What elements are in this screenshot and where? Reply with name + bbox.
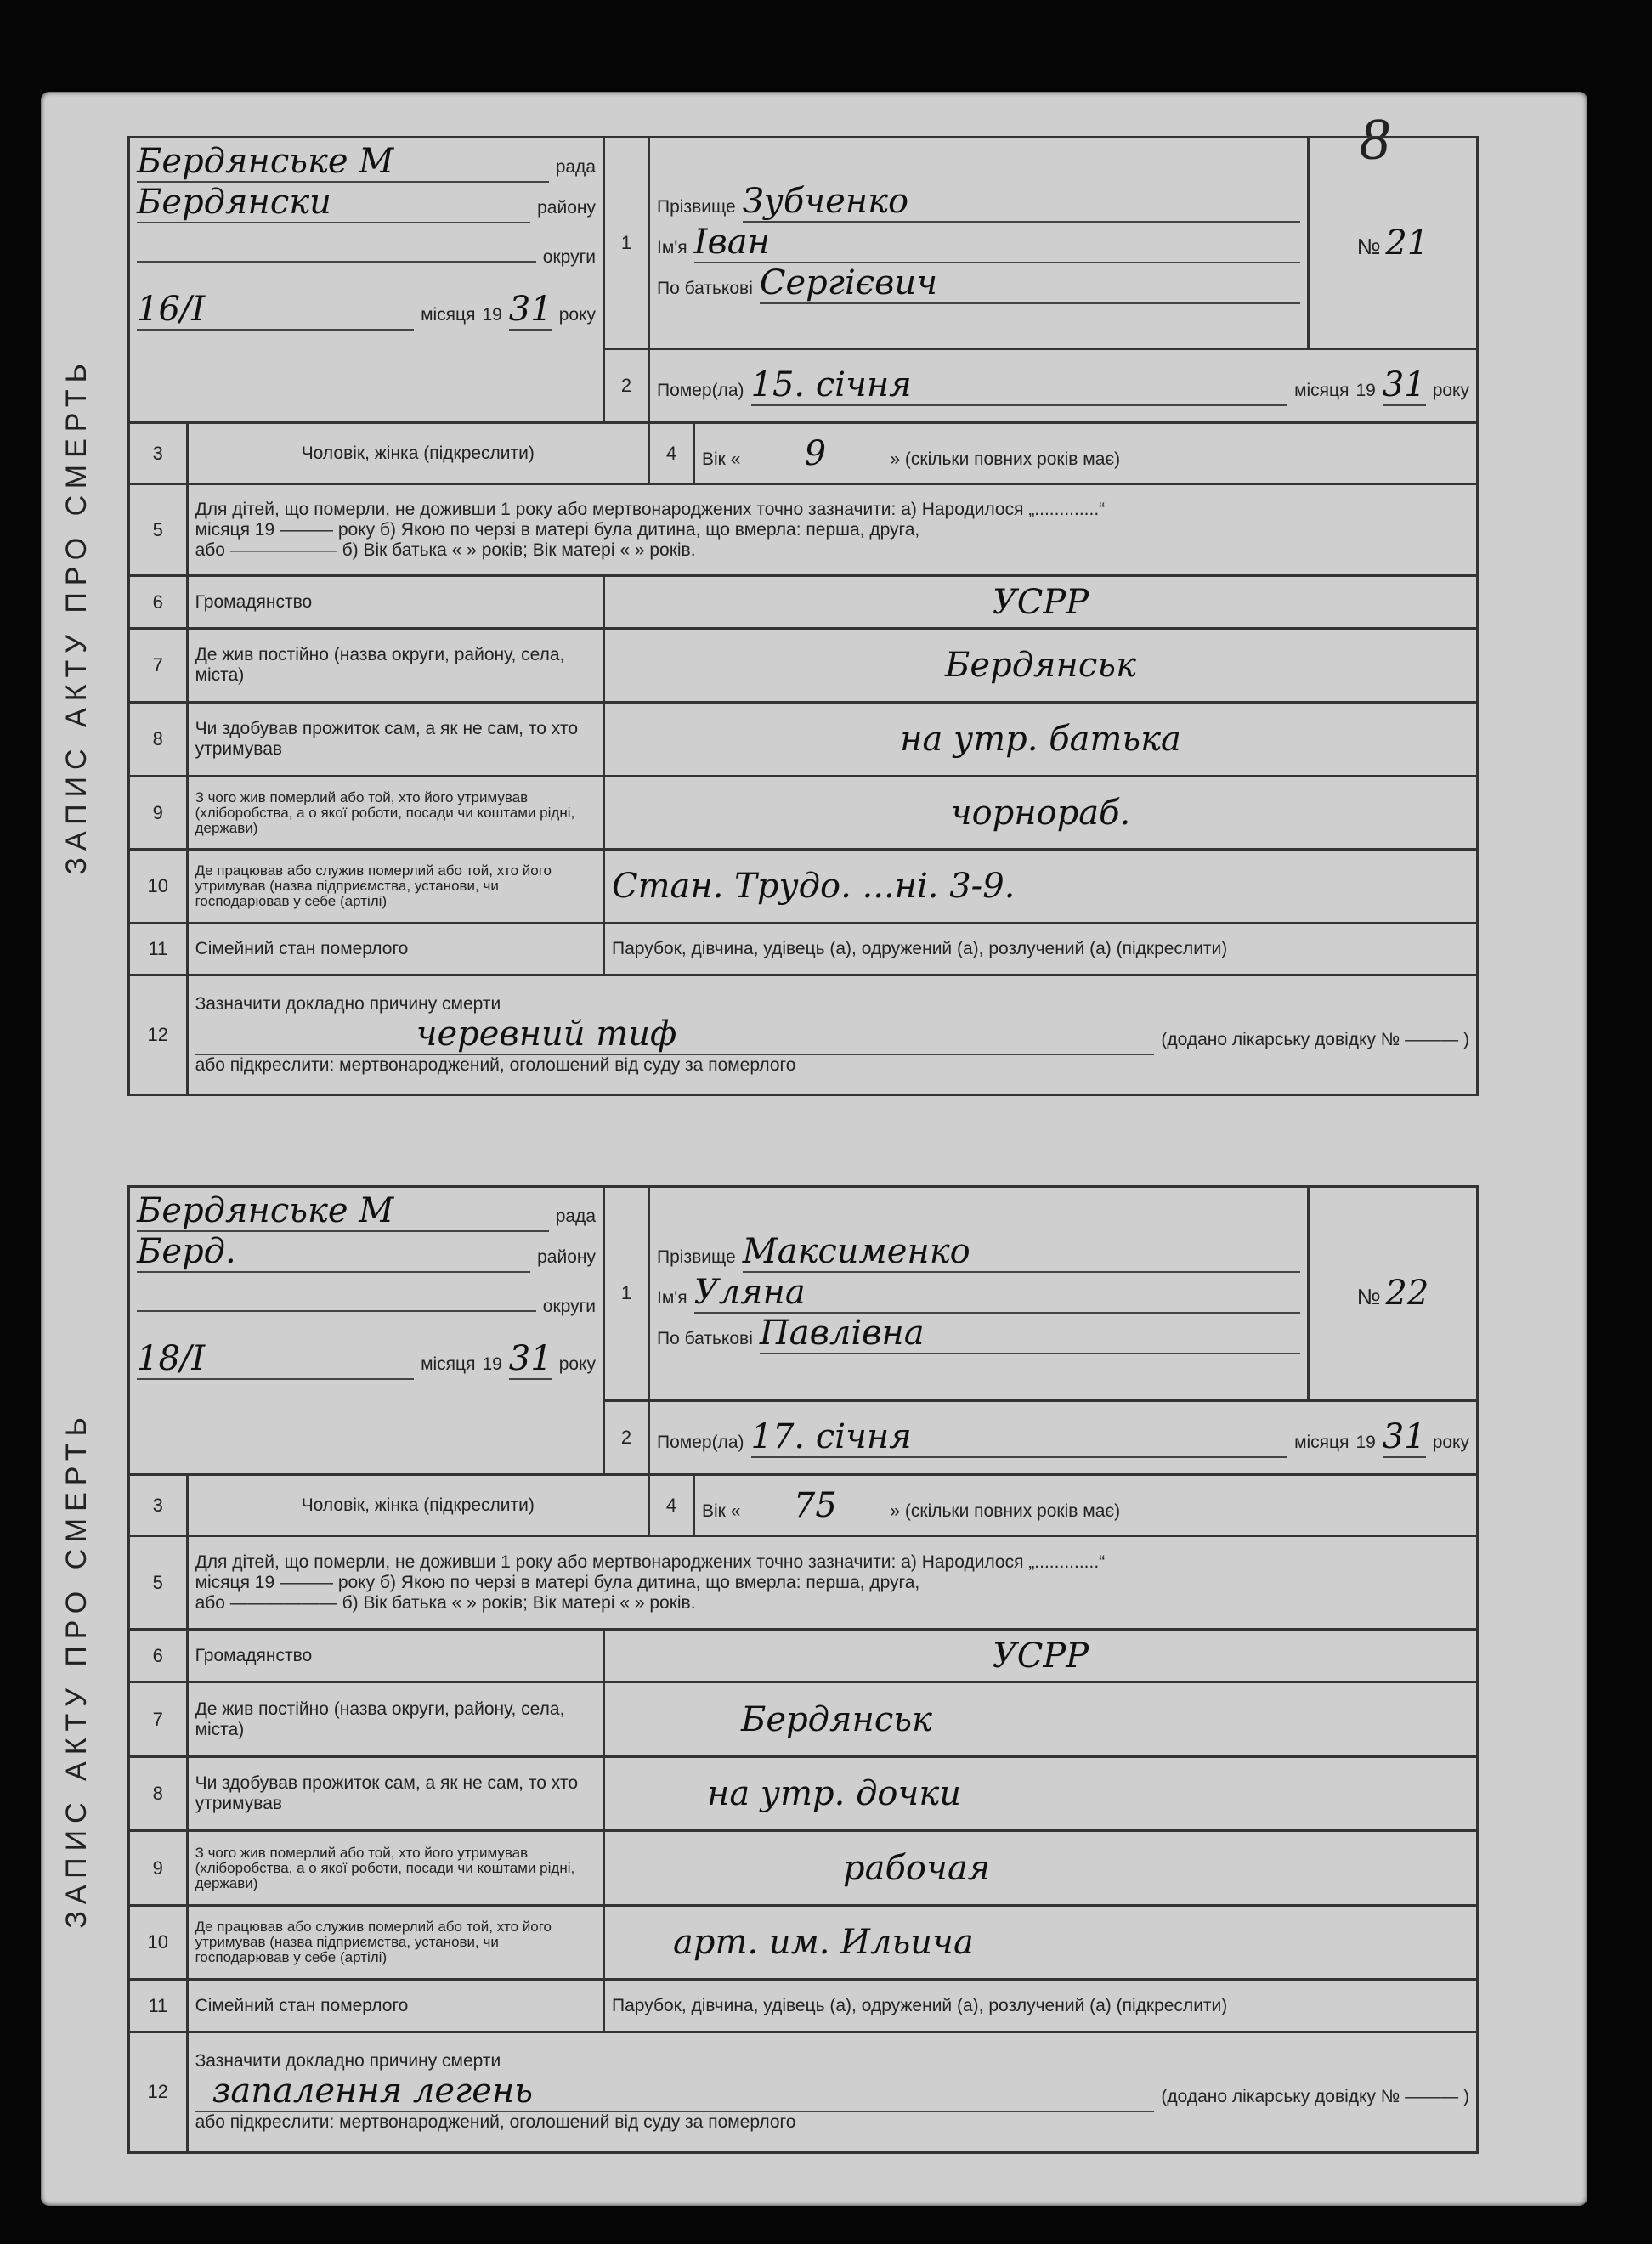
surname-label: Прізвище	[657, 197, 736, 218]
residence-value: Бердянськ	[604, 629, 1478, 703]
year-prefix: 19	[482, 305, 502, 325]
cause-label: Зазначити докладно причину смерти	[195, 993, 501, 1014]
patronymic-label: По батькові	[657, 279, 753, 299]
died-date-value: 15. січня	[751, 365, 1288, 406]
row-number: 7	[129, 1682, 188, 1757]
surname-value: Зубченко	[743, 182, 1300, 223]
row-number: 1	[604, 1187, 649, 1401]
side-title: ЗАПИС АКТУ ПРО СМЕРТЬ	[59, 357, 93, 875]
citizenship-label: Громадянство	[187, 1629, 603, 1682]
residence-label: Де жив постійно (назва округи, району, села, міста)	[187, 1682, 603, 1757]
age-cell	[694, 423, 1478, 484]
occupation-label: З чого жив померлий або той, хто його утримував (хліборобства, а о якої роботи, посади чи коштами рідні, держави)	[187, 776, 603, 850]
rada-value: Бердянське М	[137, 142, 549, 183]
record-number-cell	[1309, 1187, 1478, 1401]
died-cell	[649, 349, 1478, 423]
year-prefix: 19	[1355, 381, 1376, 401]
registry-office-cell	[129, 1187, 604, 1475]
year-word: року	[558, 1354, 596, 1374]
month-label: місяця	[1294, 1432, 1349, 1452]
row-number: 5	[129, 483, 188, 575]
marital-options: Парубок, дівчина, удівець (а), одружений (а), розлучений (а) (підкреслити)	[604, 1980, 1478, 2032]
okrug-label: округи	[542, 247, 596, 267]
year-prefix: 19	[482, 1354, 502, 1374]
marital-label: Сімейний стан померлого	[187, 1980, 603, 2032]
page-number: 8	[1360, 107, 1389, 172]
no-sign: №	[1356, 1284, 1381, 1310]
occupation-value: рабочая	[604, 1831, 1478, 1906]
citizenship-label: Громадянство	[187, 576, 603, 629]
age-suffix: » (скільки повних років має)	[890, 1501, 1121, 1521]
citizenship-value: УСРР	[604, 576, 1478, 629]
livelihood-value: на утр. батька	[604, 702, 1478, 776]
year-word: року	[1432, 381, 1469, 401]
row-number: 7	[129, 629, 188, 703]
cause-alt: або підкреслити: мертвонароджений, оголошений від суду за померлого	[195, 2112, 796, 2133]
children-line-1: Для дітей, що померли, не доживши 1 року або мертвонароджених точно зазначити: а) Народилося „.............“	[195, 499, 1106, 519]
livelihood-label: Чи здобував прожиток сам, а як не сам, то хто утримував	[187, 702, 603, 776]
patronymic-label: По батькові	[657, 1329, 753, 1349]
death-record-2	[59, 1185, 1479, 2154]
rada-label: рада	[555, 157, 596, 177]
row-number: 12	[129, 975, 188, 1094]
died-year-value: 31	[1382, 1416, 1426, 1456]
children-line-3: або —————— б) Вік батька « » років; Вік матері « » років.	[195, 1592, 696, 1613]
row-number: 11	[129, 1980, 188, 2032]
row-number: 6	[129, 1629, 188, 1682]
workplace-label: Де працював або служив померлий або той, хто його утримував (назва підприємства, установи, чи господарював у себе (артілі)	[187, 1905, 603, 1980]
children-line-2: місяця 19 ——— року б) Якою по черзі в матері була дитина, що вмерла: перша, друга,	[195, 519, 920, 540]
row-number: 8	[129, 1756, 188, 1831]
sex-cell: Чоловік, жінка (підкреслити)	[187, 1475, 648, 1536]
marital-label: Сімейний стан померлого	[187, 924, 603, 975]
row-number: 9	[129, 1831, 188, 1906]
sex-cell: Чоловік, жінка (підкреслити)	[187, 423, 648, 484]
reg-date-value: 18/I	[137, 1339, 414, 1380]
row-number: 2	[604, 349, 649, 423]
record-form	[127, 1185, 1479, 2154]
cause-cell	[187, 2032, 1477, 2152]
occupation-value: чорнораб.	[604, 776, 1478, 850]
livelihood-value: на утр. дочки	[604, 1756, 1478, 1831]
cause-value: черевний тиф	[195, 1015, 1155, 1055]
reg-year-value: 31	[508, 1339, 552, 1378]
workplace-value: Стан. Трудо. ...ні. 3-9.	[604, 850, 1478, 924]
age-prefix: Вік «	[702, 1501, 741, 1521]
children-line-2: місяця 19 ——— року б) Якою по черзі в матері була дитина, що вмерла: перша, друга,	[195, 1572, 920, 1592]
age-suffix: » (скільки повних років має)	[890, 449, 1121, 469]
age-value: 9	[804, 433, 827, 473]
cause-alt: або підкреслити: мертвонароджений, оголошений від суду за померлого	[195, 1054, 796, 1075]
name-label: Ім'я	[657, 238, 687, 258]
died-year-value: 31	[1382, 365, 1426, 405]
record-number: 21	[1385, 223, 1429, 263]
cause-label: Зазначити докладно причину смерти	[195, 2051, 501, 2072]
raion-label: району	[537, 1247, 596, 1267]
workplace-label: Де працював або служив померлий або той, хто його утримував (назва підприємства, установи, чи господарював у себе (артілі)	[187, 850, 603, 924]
age-cell	[694, 1475, 1478, 1536]
row-number: 6	[129, 576, 188, 629]
occupation-label: З чого жив померлий або той, хто його утримував (хліборобства, а о якої роботи, посади чи коштами рідні, держави)	[187, 1831, 603, 1906]
year-word: року	[558, 305, 596, 325]
children-cell	[187, 1536, 1477, 1629]
row-number: 1	[604, 138, 649, 349]
row-number: 3	[129, 423, 188, 484]
died-label: Помер(ла)	[657, 1432, 744, 1452]
row-number: 4	[649, 1475, 694, 1536]
cause-suffix: (додано лікарську довідку № ——— )	[1161, 1029, 1469, 1049]
okrug-label: округи	[542, 1297, 596, 1316]
row-number: 10	[129, 850, 188, 924]
row-number: 4	[649, 423, 694, 484]
row-number: 8	[129, 702, 188, 776]
row-number: 3	[129, 1475, 188, 1536]
residence-label: Де жив постійно (назва округи, району, села, міста)	[187, 629, 603, 703]
reg-date-value: 16/I	[137, 290, 414, 331]
no-sign: №	[1356, 234, 1381, 260]
row-number: 12	[129, 2032, 188, 2152]
reg-year-value: 31	[508, 290, 552, 329]
month-label: місяця	[1294, 381, 1349, 401]
okrug-value	[137, 1285, 536, 1312]
surname-value: Максименко	[743, 1232, 1300, 1273]
row-number: 9	[129, 776, 188, 850]
okrug-value	[137, 235, 536, 263]
row-number: 11	[129, 924, 188, 975]
rada-value: Бердянське М	[137, 1191, 549, 1232]
patronymic-value: Сергієвич	[760, 263, 1300, 304]
raion-label: району	[537, 198, 596, 218]
cause-suffix: (додано лікарську довідку № ——— )	[1161, 2087, 1469, 2107]
surname-label: Прізвище	[657, 1247, 736, 1268]
name-cell	[649, 1187, 1309, 1401]
record-number-cell	[1309, 138, 1478, 349]
year-word: року	[1432, 1432, 1469, 1452]
record-form	[127, 136, 1479, 1096]
residence-value: Бердянськ	[604, 1682, 1478, 1757]
died-cell	[649, 1400, 1478, 1475]
workplace-value: арт. им. Ильича	[604, 1905, 1478, 1980]
marital-options: Парубок, дівчина, удівець (а), одружений (а), розлучений (а) (підкреслити)	[604, 924, 1478, 975]
name-cell	[649, 138, 1309, 349]
row-number: 2	[604, 1400, 649, 1475]
month-label: місяця	[421, 1354, 476, 1374]
age-prefix: Вік «	[702, 449, 741, 469]
name-value: Іван	[694, 223, 1300, 263]
row-number: 10	[129, 1905, 188, 1980]
age-value: 75	[793, 1485, 837, 1525]
died-label: Помер(ла)	[657, 381, 744, 401]
cause-cell	[187, 975, 1477, 1094]
children-line-1: Для дітей, що померли, не доживши 1 року або мертвонароджених точно зазначити: а) Народилося „.............“	[195, 1552, 1106, 1572]
name-label: Ім'я	[657, 1288, 687, 1309]
patronymic-value: Павлівна	[760, 1314, 1300, 1354]
cause-value: запалення легень	[195, 2072, 1155, 2112]
record-number: 22	[1385, 1274, 1429, 1314]
children-line-3: або —————— б) Вік батька « » років; Вік матері « » років.	[195, 540, 696, 560]
name-value: Уляна	[694, 1273, 1300, 1314]
year-prefix: 19	[1355, 1432, 1376, 1452]
raion-value: Берд.	[137, 1232, 530, 1273]
month-label: місяця	[421, 305, 476, 325]
children-cell	[187, 483, 1477, 575]
side-title: ЗАПИС АКТУ ПРО СМЕРТЬ	[59, 1410, 93, 1929]
livelihood-label: Чи здобував прожиток сам, а як не сам, то хто утримував	[187, 1756, 603, 1831]
row-number: 5	[129, 1536, 188, 1629]
died-date-value: 17. січня	[751, 1417, 1288, 1458]
citizenship-value: УСРР	[604, 1629, 1478, 1682]
rada-label: рада	[555, 1207, 596, 1226]
raion-value: Бердянски	[137, 183, 530, 223]
death-record-1	[59, 136, 1479, 1096]
registry-office-cell	[129, 138, 604, 423]
